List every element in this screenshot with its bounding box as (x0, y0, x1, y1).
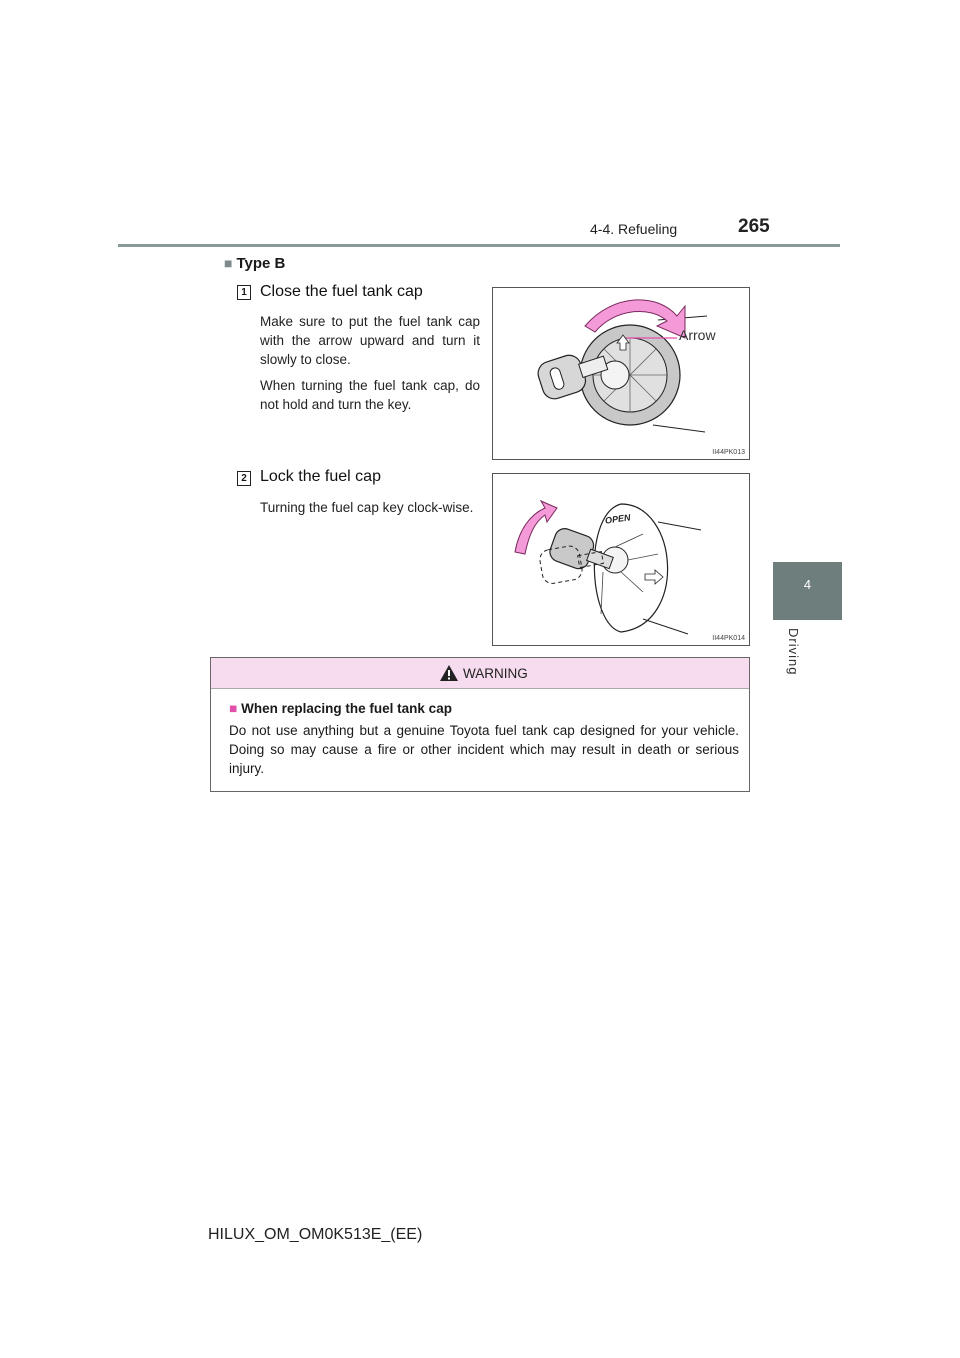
figure-callout-label: OPEN (604, 512, 632, 526)
step-number-badge: 2 (237, 471, 251, 486)
warning-body: Do not use anything but a genuine Toyota fuel tank cap designed for your vehicle. Doing so may cause a fire or other incident which may result in death or serious injury. (229, 723, 739, 776)
step-paragraph: Turning the fuel cap key clock-wise. (260, 500, 474, 515)
figure-close-fuel-cap (492, 287, 750, 460)
header-section-title: 4-4. Refueling (590, 221, 678, 237)
fuel-cap-close-illustration (493, 288, 749, 459)
square-bullet-icon: ■ (229, 701, 238, 716)
warning-subheading (229, 701, 452, 716)
warning-triangle-icon (439, 664, 459, 687)
step-title: Close the fuel tank cap (260, 283, 423, 300)
figure-code: II44PK013 (712, 449, 745, 456)
page-number: 265 (738, 216, 770, 237)
warning-box (210, 657, 750, 792)
chapter-tab-number: 4 (803, 577, 812, 592)
step-paragraph: Make sure to put the fuel tank cap with the arrow upward and turn it slowly to close. (260, 314, 480, 367)
step-title: Lock the fuel cap (260, 468, 381, 485)
warning-title: WARNING (463, 666, 528, 681)
type-heading-text: Type B (236, 255, 286, 272)
warning-subheading-text: When replacing the fuel tank cap (241, 701, 452, 716)
type-heading (224, 255, 285, 272)
figure-code: II44PK014 (712, 635, 745, 642)
figure-lock-fuel-cap (492, 473, 750, 646)
step-number-badge: 1 (237, 285, 251, 300)
fuel-cap-lock-illustration (493, 474, 749, 645)
footer-model-code: HILUX_OM_OM0K513E_(EE) (208, 1226, 423, 1243)
chapter-tab-label: Driving (786, 628, 801, 676)
header-divider (118, 244, 840, 247)
figure-callout-label: Arrow (679, 327, 716, 343)
step-description (260, 312, 480, 421)
square-bullet-icon: ■ (224, 255, 233, 271)
step-description (260, 498, 480, 524)
step-paragraph: When turning the fuel tank cap, do not hold and turn the key. (260, 378, 480, 412)
